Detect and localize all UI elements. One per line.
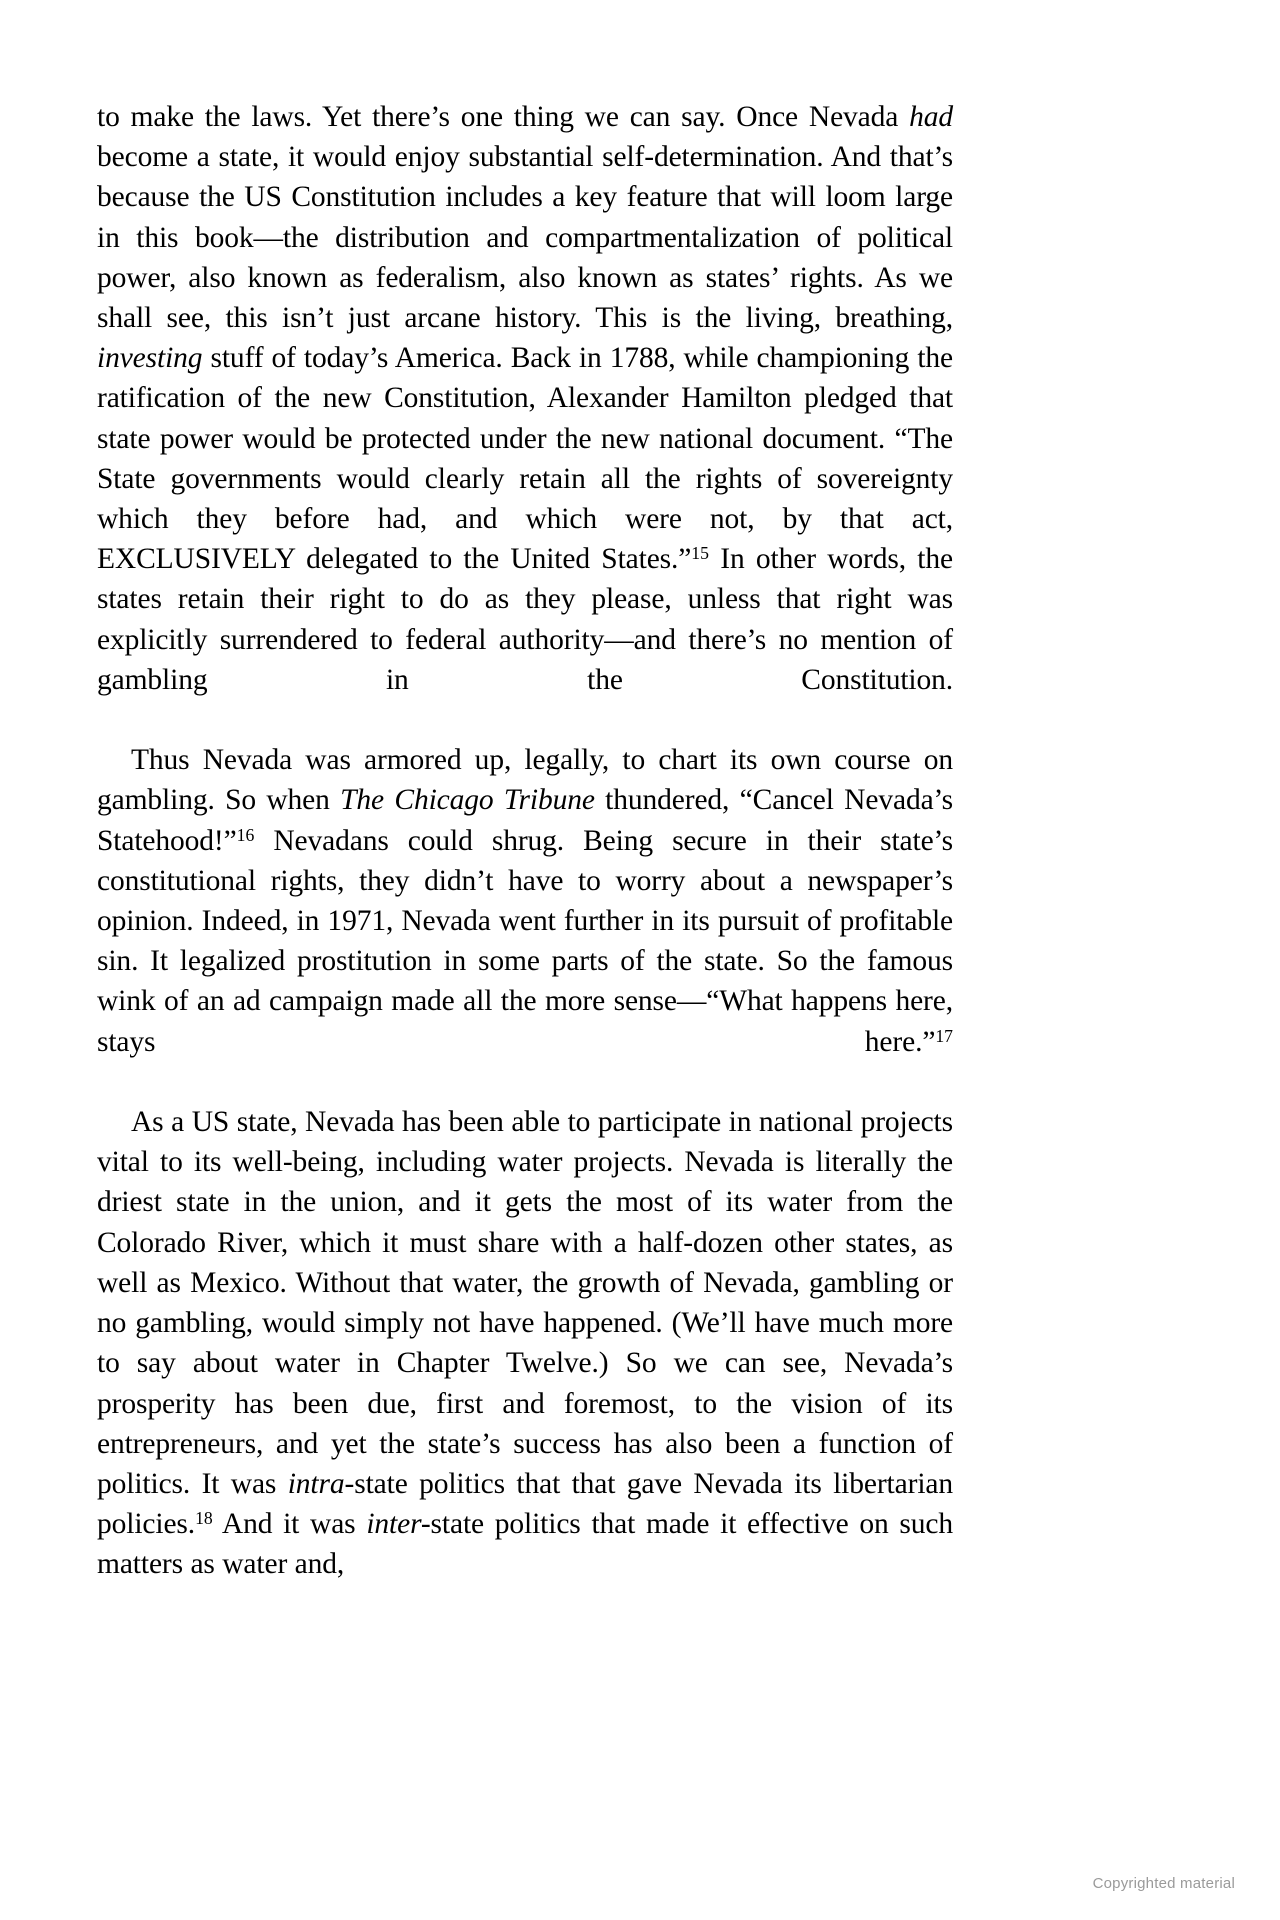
body-text: become a state, it would enjoy substantial self-determination. And that’s because the US Constitution includes a key feature that will loom large in this book—the distribution and compartmentalization of political power, also known as federalism, also known as states’ rights. As we shall see, this isn’t just arcane history. This is the living, breathing, — [97, 141, 953, 335]
emphasis-text: inter- — [366, 1508, 431, 1541]
body-text: And it was — [212, 1508, 367, 1541]
body-text: state politics that made it effective on such matters as water and, — [97, 1508, 953, 1581]
footnote-reference-15: 15 — [691, 543, 709, 564]
emphasis-text: investing — [97, 342, 203, 375]
footnote-reference-17: 17 — [935, 1025, 953, 1046]
body-text: to make the laws. Yet there’s one thing we can say. Once Nevada — [97, 101, 910, 133]
copyright-watermark: Copyrighted material — [1092, 1875, 1235, 1892]
paragraph-p3-as-a-us-state — [97, 1102, 953, 1584]
emphasis-text: The Chicago Tribune — [340, 784, 595, 817]
body-text: In other words, the states retain their right to do as they please, unless that right was explicitly surrendered to federal authority—and there’s no mention of gambling in the Constitution. — [97, 543, 953, 696]
paragraph-p1-continued — [97, 97, 953, 740]
emphasis-text: intra- — [287, 1467, 355, 1500]
footnote-reference-18: 18 — [195, 1507, 213, 1528]
body-text: state politics that that gave Nevada its libertarian policies. — [97, 1467, 953, 1541]
paragraph-p2-thus-nevada — [97, 740, 953, 1102]
footnote-reference-16: 16 — [236, 824, 255, 845]
emphasis-text: had — [909, 101, 953, 133]
body-text: thundered, “Cancel Nevada’s Statehood!” — [97, 784, 953, 857]
body-text: stuff of today’s America. Back in 1788, while championing the ratification of the new Constitution, Alexander Hamilton pledged that state power would be protected under the new national document. “The State governments would clearly retain all the rights of sovereignty which they before had, and which were not, by that act, EXCLUSIVELY delegated to the United States.” — [97, 342, 953, 576]
page-text-block — [97, 97, 953, 1585]
body-text: Nevadans could shrug. Being secure in their state’s constitutional rights, they didn’t have to worry about a newspaper’s opinion. Indeed, in 1971, Nevada went further in its pursuit of profitable sin. It legalized prostitution in some parts of the state. So the famous wink of an ad campaign made all the more sense—“What happens here, stays here.” — [97, 824, 953, 1058]
body-text: As a US state, Nevada has been able to participate in national projects vital to its well-being, including water projects. Nevada is literally the driest state in the union, and it gets the most of its water from the Colorado River, which it must share with a half-dozen other states, as well as Mexico. Without that water, the growth of Nevada, gambling or no gambling, would simply not have happened. (We’ll have much more to say about water in Chapter Twelve.) So we can see, Nevada’s prosperity has been due, first and foremost, to the vision of its entrepreneurs, and yet the state’s success has also been a function of politics. It was — [97, 1106, 953, 1500]
body-text: Thus Nevada was armored up, legally, to chart its own course on gambling. So when — [97, 744, 953, 817]
